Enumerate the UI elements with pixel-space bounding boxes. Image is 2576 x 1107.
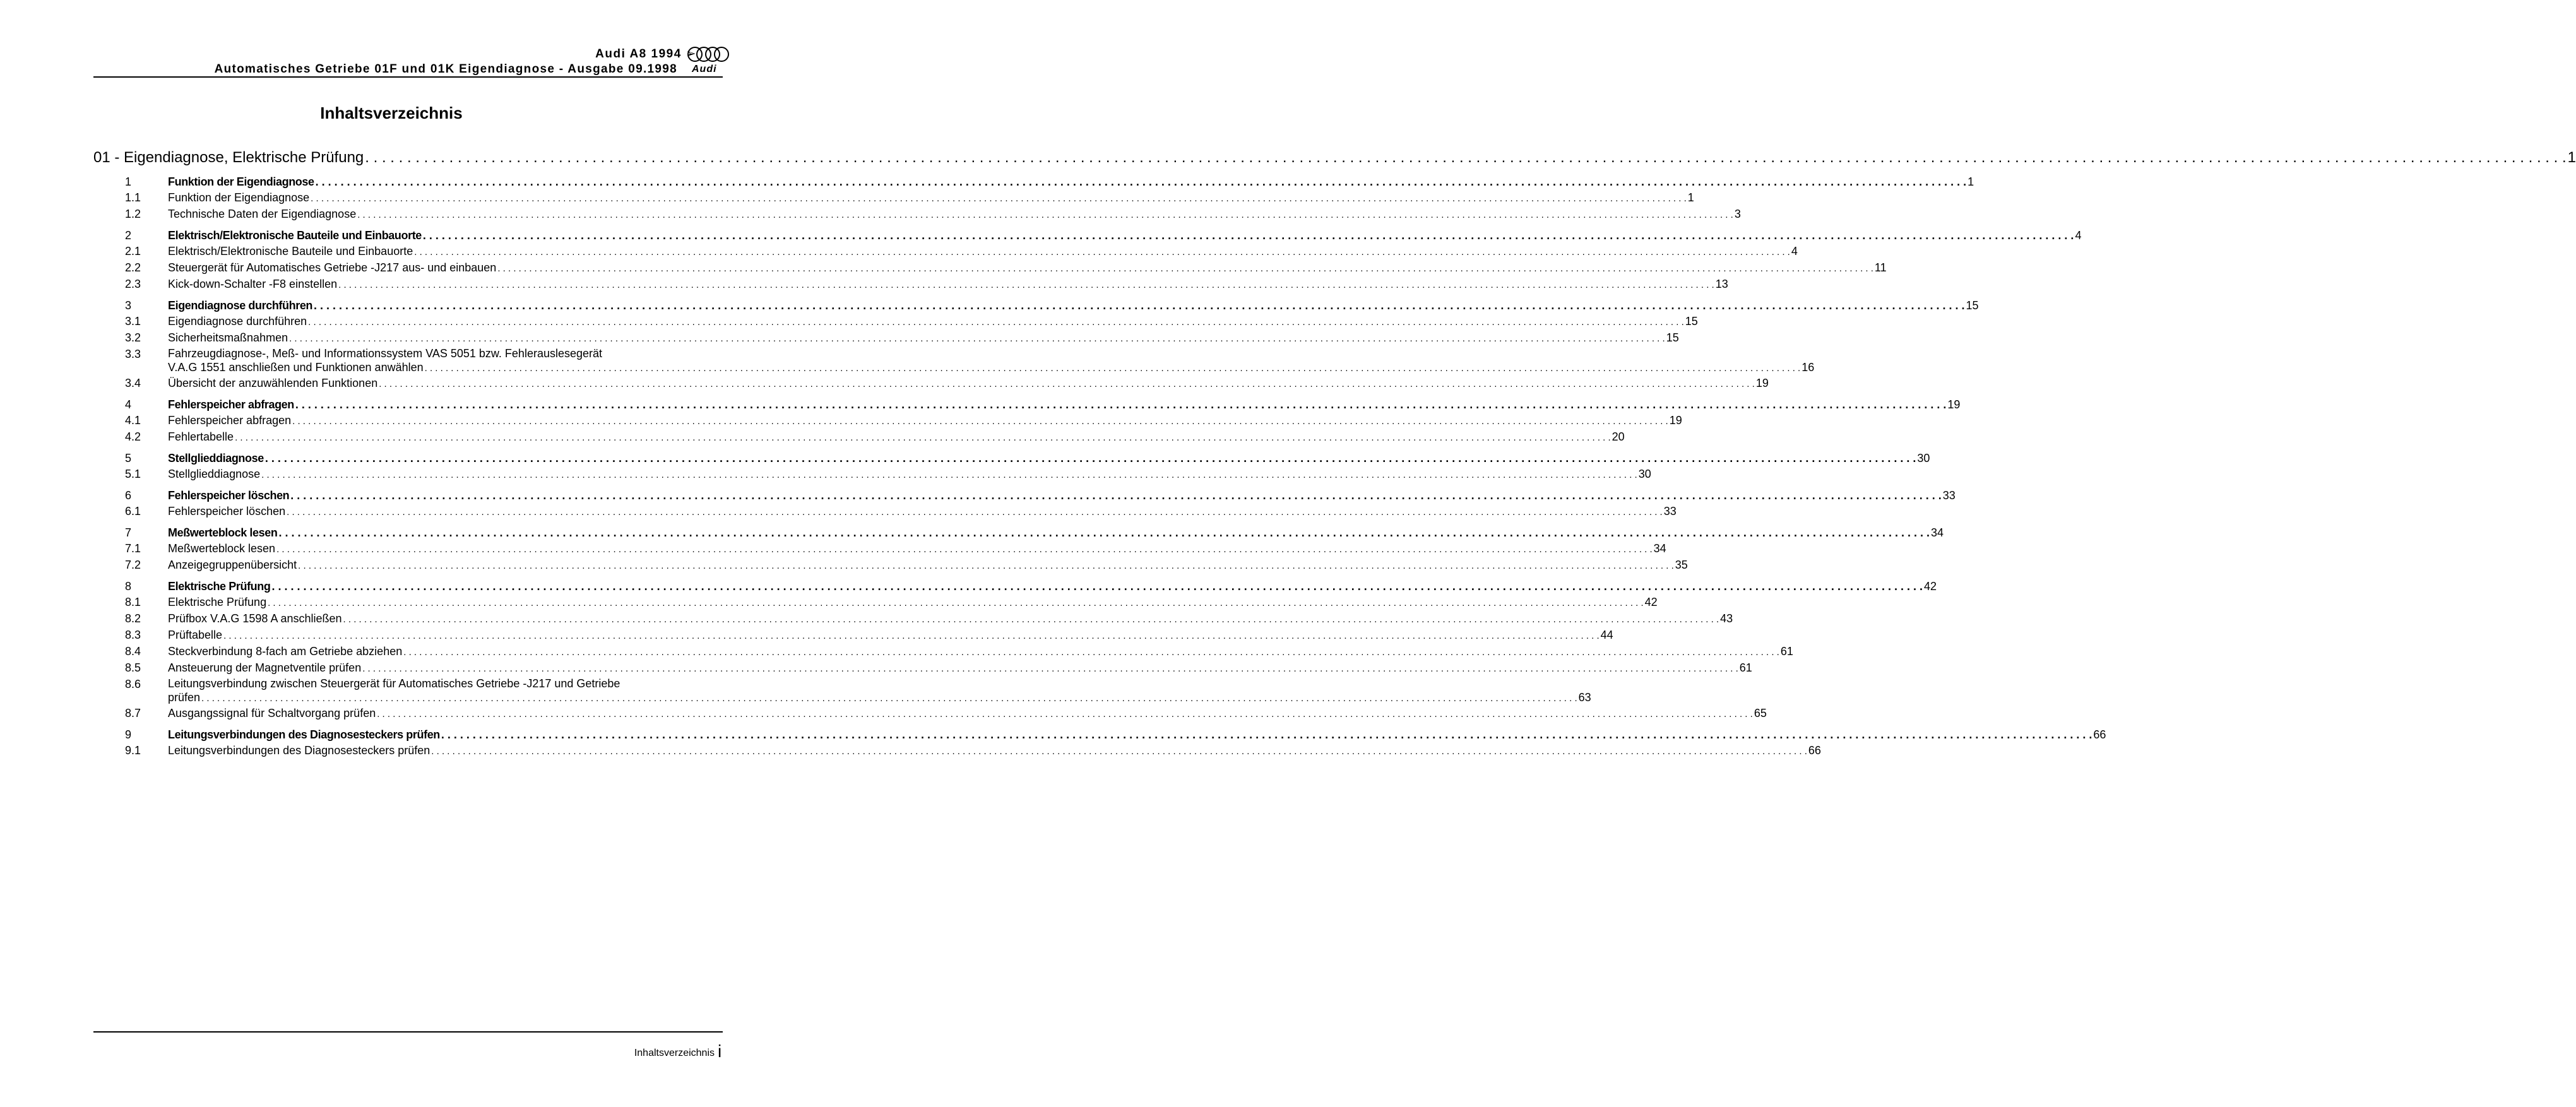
entry-title: Fehlertabelle (168, 430, 234, 443)
entry-number: 8.2 (125, 612, 141, 625)
dot-leader (261, 467, 1637, 483)
toc-entry[interactable] (125, 276, 1728, 293)
entry-title: Kick-down-Schalter -F8 einstellen (168, 278, 338, 290)
toc-heading[interactable] (125, 174, 1974, 190)
section-page: 33 (1942, 489, 1956, 502)
toc-section-1 (93, 174, 1974, 223)
entry-title: Eigendiagnose durchführen (168, 315, 307, 328)
entry-page: 16 (1801, 361, 1815, 374)
chapter-title: 01 - Eigendiagnose, Elektrische Prüfung (93, 149, 364, 166)
toc-entry[interactable] (125, 677, 1591, 706)
entry-title-line2: prüfen (168, 691, 201, 704)
entry-number: 3.4 (125, 377, 141, 389)
entry-title: Fehlerspeicher löschen (168, 505, 286, 518)
section-number: 7 (125, 526, 132, 539)
section-number: 6 (125, 489, 132, 502)
section-page: 42 (1923, 580, 1937, 593)
entry-number: 8.7 (125, 707, 141, 719)
section-title: Eigendiagnose durchführen (168, 299, 313, 312)
entry-title-line1: Fahrzeugdiagnose-, Meß- und Informationssystem VAS 5051 bzw. Fehlerauslesegerät (168, 347, 603, 360)
entry-page: 20 (1611, 430, 1625, 443)
chapter-page: 1 (2567, 149, 2576, 166)
page-title: Inhaltsverzeichnis (320, 104, 463, 122)
entry-number: 8.5 (125, 661, 141, 674)
entry-page: 1 (1687, 191, 1694, 204)
toc-section-8 (93, 579, 1937, 722)
entry-page: 61 (1739, 661, 1752, 674)
entry-title: Technische Daten der Eigendiagnose (168, 208, 357, 220)
entry-title: Meßwerteblock lesen (168, 542, 276, 555)
toc-entry[interactable] (125, 190, 1694, 206)
entry-title: Steckverbindung 8-fach am Getriebe abziehen (168, 645, 403, 658)
toc-heading[interactable] (125, 525, 1944, 541)
entry-page: 4 (1791, 245, 1798, 258)
toc-heading[interactable] (125, 451, 1930, 466)
entry-title: Prüfbox V.A.G 1598 A anschließen (168, 612, 342, 625)
entry-number: 4.2 (125, 430, 141, 443)
dot-leader (425, 362, 1801, 376)
toc-heading[interactable] (125, 579, 1937, 595)
section-title: Fehlerspeicher löschen (168, 489, 290, 502)
entry-page: 34 (1653, 542, 1666, 555)
header-subtitle: Automatisches Getriebe 01F und 01K Eigendiagnose - Ausgabe 09.1998 (214, 62, 677, 76)
toc-entry[interactable] (125, 346, 1815, 376)
entry-page: 63 (1578, 691, 1591, 704)
entry-number: 1.1 (125, 191, 141, 204)
toc-chapter[interactable] (93, 146, 2576, 169)
toc-entry[interactable] (125, 466, 1651, 483)
entry-title: Funktion der Eigendiagnose (168, 191, 310, 204)
entry-title: Stellglieddiagnose (168, 468, 261, 480)
dot-leader (441, 727, 2092, 743)
toc-section-2 (93, 228, 2082, 293)
section-title: Leitungsverbindungen des Diagnosesteckers prüfen (168, 728, 440, 741)
section-number: 3 (125, 299, 132, 312)
entry-number: 3.3 (125, 348, 141, 360)
toc-entry[interactable] (125, 595, 1658, 611)
dot-leader (276, 542, 1653, 557)
section-title: Funktion der Eigendiagnose (168, 175, 314, 188)
entry-number: 8.6 (125, 678, 141, 690)
audi-rings-icon (687, 45, 730, 64)
entry-title: Steuergerät für Automatisches Getriebe -J217 aus- und einbauen (168, 261, 497, 274)
entry-title: Leitungsverbindungen des Diagnosesteckers prüfen (168, 744, 430, 757)
section-title: Meßwerteblock lesen (168, 526, 278, 539)
section-title: Elektrische Prüfung (168, 580, 271, 593)
entry-number: 7.2 (125, 559, 141, 571)
entry-number: 9.1 (125, 744, 141, 757)
toc-entry[interactable] (125, 743, 1821, 759)
dot-leader (308, 314, 1684, 330)
toc-heading[interactable] (125, 228, 2082, 244)
dot-leader (423, 228, 2074, 244)
dot-leader (379, 376, 1755, 392)
dot-leader (311, 191, 1687, 206)
entry-title: Anzeigegruppenübersicht (168, 559, 297, 571)
toc-heading[interactable] (125, 727, 2106, 743)
entry-number: 7.1 (125, 542, 141, 555)
entry-number: 4.1 (125, 414, 141, 427)
section-title: Elektrisch/Elektronische Bauteile und Einbauorte (168, 229, 422, 242)
toc-heading[interactable] (125, 298, 1979, 314)
dot-leader (431, 743, 1807, 759)
dot-leader (201, 692, 1577, 706)
dot-leader (414, 244, 1790, 260)
entry-page: 35 (1675, 559, 1688, 571)
toc-entry[interactable] (125, 376, 1769, 392)
toc-entry[interactable] (125, 660, 1752, 677)
section-number: 2 (125, 229, 132, 242)
entry-number: 8.1 (125, 596, 141, 608)
entry-page: 33 (1663, 505, 1677, 518)
section-page: 30 (1917, 452, 1930, 465)
entry-page: 3 (1734, 208, 1741, 220)
section-number: 8 (125, 580, 132, 593)
entry-title-line2: V.A.G 1551 anschließen und Funktionen anwählen (168, 361, 424, 374)
toc-entry[interactable] (125, 413, 1682, 429)
entry-page: 11 (1874, 261, 1887, 274)
dot-leader (343, 612, 1719, 627)
dot-leader (338, 277, 1714, 293)
toc-section-3 (93, 298, 1979, 392)
entry-page: 15 (1666, 331, 1679, 344)
entry-title: Übersicht der anzuwählenden Funktionen (168, 377, 378, 389)
entry-title: Elektrische Prüfung (168, 596, 267, 608)
section-number: 5 (125, 452, 132, 465)
entry-title: Sicherheitsmaßnahmen (168, 331, 288, 344)
toc-heading[interactable] (125, 488, 1956, 504)
dot-leader (403, 644, 1779, 660)
dot-leader (377, 706, 1753, 722)
toc-entry[interactable] (125, 330, 1679, 346)
section-number: 1 (125, 175, 132, 188)
toc-entry[interactable] (125, 557, 1688, 574)
toc-entry[interactable] (125, 706, 1767, 722)
entry-page: 19 (1755, 377, 1769, 389)
toc-section-9 (93, 727, 2106, 759)
toc-entry[interactable] (125, 260, 1887, 276)
section-page: 34 (1930, 526, 1944, 539)
header-divider (93, 76, 723, 78)
entry-number: 2.1 (125, 245, 141, 258)
toc-entry[interactable] (125, 206, 1741, 223)
entry-page: 61 (1780, 645, 1793, 658)
entry-page: 19 (1669, 414, 1682, 427)
header-model: Audi A8 1994 ➢ (595, 47, 697, 61)
dot-leader (289, 331, 1665, 346)
dot-leader (268, 595, 1644, 611)
brand-wordmark: Audi (692, 64, 717, 74)
entry-page: 44 (1600, 629, 1613, 641)
entry-number: 8.4 (125, 645, 141, 658)
toc-entry[interactable] (125, 627, 1613, 644)
section-title: Fehlerspeicher abfragen (168, 398, 294, 411)
dot-leader (271, 579, 1923, 595)
toc-entry[interactable] (125, 314, 1698, 330)
section-page: 19 (1947, 398, 1961, 411)
section-number: 4 (125, 398, 132, 411)
section-page: 15 (1966, 299, 1979, 312)
footer-divider (93, 1031, 723, 1033)
entry-page: 65 (1754, 707, 1767, 719)
toc-section-4 (93, 397, 1961, 446)
entry-page: 15 (1685, 315, 1698, 328)
toc-heading[interactable] (125, 397, 1961, 413)
entry-number: 6.1 (125, 505, 141, 518)
toc-entry[interactable] (125, 541, 1666, 557)
dot-leader (316, 174, 1967, 190)
dot-leader (357, 207, 1733, 223)
entry-page: 43 (1720, 612, 1733, 625)
entry-number: 2.2 (125, 261, 141, 274)
dot-leader (295, 397, 1947, 413)
toc-section-5 (93, 451, 1930, 483)
entry-number: 8.3 (125, 629, 141, 641)
entry-page: 30 (1638, 468, 1651, 480)
dot-leader (290, 488, 1942, 504)
entry-number: 2.3 (125, 278, 141, 290)
entry-page: 13 (1715, 278, 1728, 290)
entry-number: 5.1 (125, 468, 141, 480)
entry-page: 66 (1808, 744, 1821, 757)
toc-entry[interactable] (125, 644, 1793, 660)
entry-title: Elektrisch/Elektronische Bauteile und Einbauorte (168, 245, 413, 258)
dot-leader (278, 525, 1930, 541)
dot-leader (292, 413, 1668, 429)
section-page: 4 (2075, 229, 2082, 242)
entry-number: 3.1 (125, 315, 141, 328)
toc-entry[interactable] (125, 611, 1733, 627)
dot-leader (497, 261, 1873, 276)
footer-page-mark: i (718, 1041, 722, 1061)
entry-title: Fehlerspeicher abfragen (168, 414, 292, 427)
toc-section-6 (93, 488, 1956, 520)
dot-leader (365, 146, 2566, 169)
entry-title: Ausgangssignal für Schaltvorgang prüfen (168, 707, 376, 719)
entry-page: 42 (1644, 596, 1658, 608)
entry-number: 3.2 (125, 331, 141, 344)
dot-leader (362, 661, 1738, 677)
dot-leader (314, 298, 1965, 314)
dot-leader (223, 628, 1600, 644)
footer-label: Inhaltsverzeichnis (634, 1048, 715, 1058)
dot-leader (298, 558, 1674, 574)
entry-title: Prüftabelle (168, 629, 223, 641)
toc-entry[interactable] (125, 429, 1625, 446)
section-page: 1 (1968, 175, 1974, 188)
section-title: Stellglieddiagnose (168, 452, 264, 465)
dot-leader (235, 430, 1611, 446)
entry-number: 1.2 (125, 208, 141, 220)
toc-entry[interactable] (125, 244, 1798, 260)
toc-section-7 (93, 525, 1944, 574)
dot-leader (265, 451, 1916, 466)
dot-leader (287, 504, 1663, 520)
entry-title-line1: Leitungsverbindung zwischen Steuergerät für Automatisches Getriebe -J217 und Getriebe (168, 677, 620, 690)
section-number: 9 (125, 728, 132, 741)
toc-entry[interactable] (125, 504, 1677, 520)
entry-title: Ansteuerung der Magnetventile prüfen (168, 661, 362, 674)
section-page: 66 (2093, 728, 2106, 741)
table-of-contents (93, 146, 2576, 759)
